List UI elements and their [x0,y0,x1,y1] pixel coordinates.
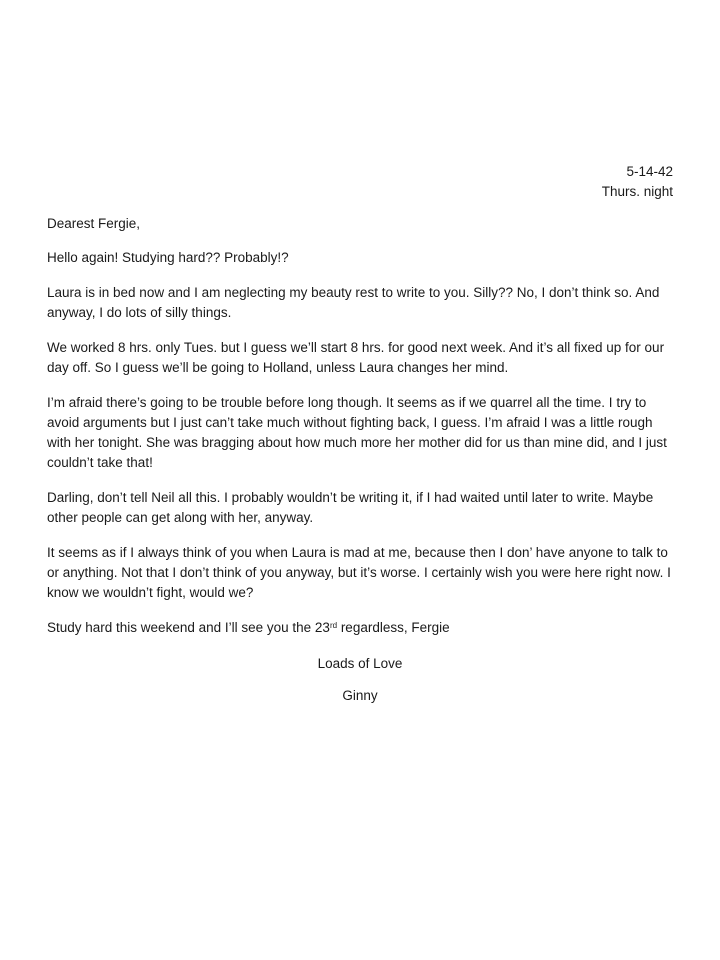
final-paragraph [47,618,673,638]
final-line-start: Study hard this weekend and I’ll see you the 23 [47,620,330,635]
paragraph: It seems as if I always think of you when Laura is mad at me, because then I don’ have anyone to talk to or anything. Not that I don’t think of you anyway, but it’s worse. I certainly wish you were here right now. I know we wouldn’t fight, would we? [47,545,671,600]
final-line-end: regardless, Fergie [337,620,450,635]
paragraph: I’m afraid there’s going to be trouble before long though. It seems as if we quarrel all the time. I try to avoid arguments but I just can’t take much without fighting back, I guess. I’m afraid I was a little rough with her tonight. She was bragging about how much more her mother did for us than mine did, and I just couldn’t take that! [47,395,667,470]
letter-day: Thurs. night [601,184,673,199]
paragraph: We worked 8 hrs. only Tues. but I guess we’ll start 8 hrs. for good next week. And it’s all fixed up for our day off. So I guess we’ll be going to Holland, unless Laura changes her mind. [47,340,665,375]
date-block [47,162,673,202]
paragraph: Darling, don’t tell Neil all this. I probably wouldn’t be writing it, if I had waited until later to write. Maybe other people can get along with her, anyway. [47,490,654,525]
ordinal-suffix: rd [329,620,338,630]
letter-paragraphs [47,248,673,638]
letter-date: 5-14-42 [626,164,673,179]
signature: Ginny [342,688,378,703]
closing: Loads of Love [317,656,403,671]
paragraph: Hello again! Studying hard?? Probably!? [47,250,289,265]
paragraph: Laura is in bed now and I am neglecting my beauty rest to write to you. Silly?? No, I don’t think so. And anyway, I do lots of silly things. [47,285,660,320]
salutation: Dearest Fergie, [47,216,141,231]
letter-body [47,162,673,706]
